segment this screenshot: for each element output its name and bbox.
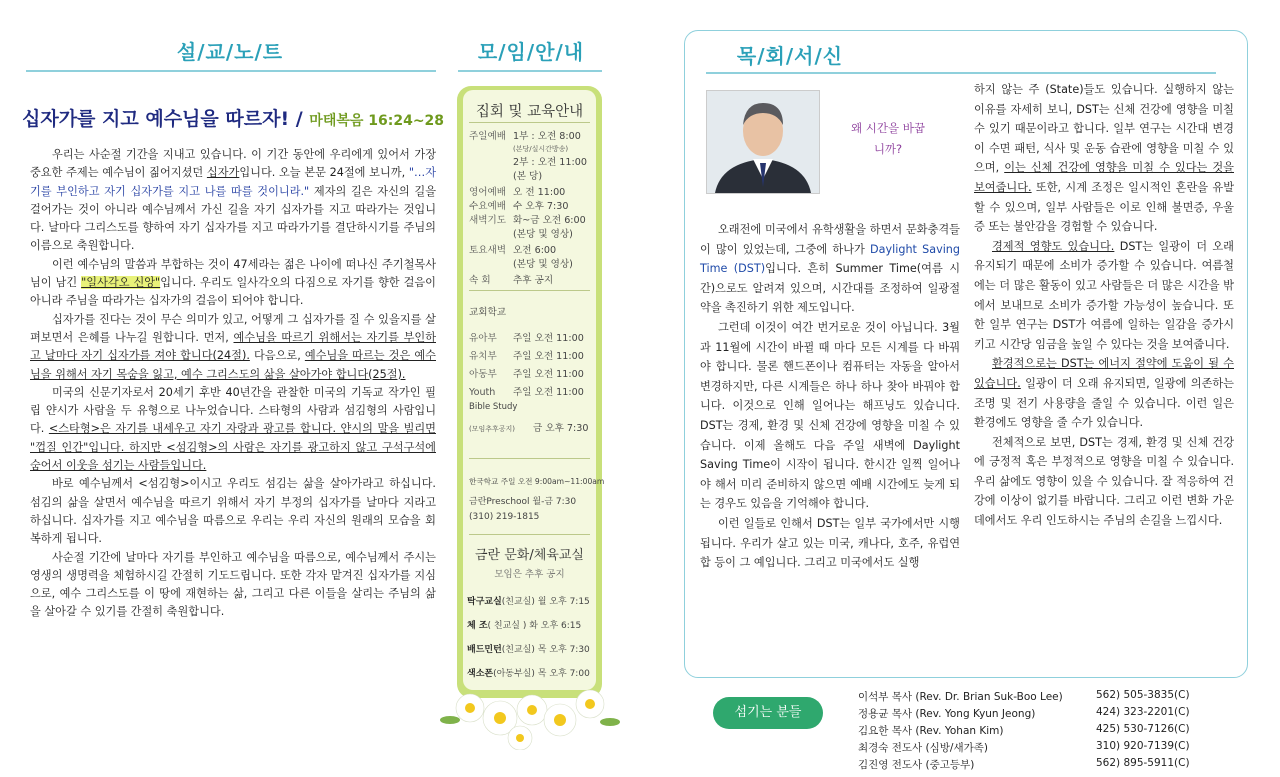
pastor-paragraph: 전체적으로 보면, DST는 경제, 환경 및 신체 건강에 긍정적 혹은 부정적으로 영향을 미칠 수 있습니다. 우리 삶에도 영향이 있을 수 있습니다. 잘 적응하여 건강에 이상이 없기를 바랍니다. 그리고 이런 변화 가운데에서도 우리 인도하시는 주님의 손길을 느낍시다. bbox=[974, 435, 1234, 528]
culture-title: 금란 문화/체육교실 bbox=[475, 548, 584, 563]
pastor-text: 하지 않는 주 (State)들도 있습니다. 실행하지 않는 이유를 자세히 보니, DST는 신체 건강에 영향을 미칠 수 있기 때문이라고 합니다. 일부 연구는 시간대 변경이 수면 패턴, 식사 및 운동 습관에 영향을 미칠 수 있으며, bbox=[974, 83, 1234, 175]
school-value: 주일 오전 11:00 bbox=[513, 333, 584, 344]
schedule-value: (본당 및 영상) bbox=[513, 259, 573, 270]
bible-study-note: (모임추후공지) bbox=[469, 425, 516, 433]
sermon-body bbox=[30, 146, 436, 622]
school-label: Youth bbox=[469, 387, 496, 398]
schedule-label: 수요예배 bbox=[469, 201, 507, 212]
schedule-value: (본 당) bbox=[513, 171, 543, 182]
schedule-value: 2부 : 오전 11:00 bbox=[513, 157, 587, 168]
schedule-divider bbox=[469, 458, 590, 459]
class-row bbox=[467, 594, 590, 607]
schedule-value: 추후 공지 bbox=[513, 275, 554, 286]
class-name: 색소폰 bbox=[467, 669, 494, 679]
sermon-paragraph bbox=[30, 384, 436, 475]
sermon-text: 이런 예수님의 말씀과 부합하는 것이 47세라는 젊은 나이에 떠나신 주기철목사님이 남긴 bbox=[30, 257, 436, 290]
sermon-reference: 마태복음 16:24~28 bbox=[309, 113, 445, 129]
schedule-value: (본당 및 영상) bbox=[513, 229, 573, 240]
bible-study-row bbox=[469, 420, 588, 434]
gathering-section-title: 모/임/안/내 bbox=[477, 40, 585, 64]
sermon-text: 우리는 사순절 기간을 지내고 있습니다. 이 기간 동안에 우리에게 있어서 가장 중요한 주제는 예수님이 짊어지셨던 bbox=[30, 148, 436, 180]
gathering-section-rule bbox=[458, 70, 602, 72]
class-dept: (친교실) bbox=[501, 597, 535, 607]
sermon-paragraph: 바로 예수님께서 <섬김형>이시고 우리도 섬김는 삶을 살아가라고 하십니다. 섬김의 삶을 살면서 예수님을 따르기 위해서 자기 부정의 십자가를 날마다 지라고 하십니다. 십자가를 지고 예수님을 따름으로 우리는 우리 자신의 원래의 모습을 회복하게 됩니다. bbox=[30, 477, 436, 546]
class-name: 탁구교실 bbox=[467, 597, 502, 607]
sermon-text: 다음으로, bbox=[249, 349, 305, 363]
korean-school: 한국학교 주일 오전 9:00am~11:00am bbox=[469, 477, 605, 486]
class-time: 목 오후 7:00 bbox=[537, 669, 590, 679]
schedule-divider bbox=[469, 122, 590, 123]
staff-member-phone: 425) 530-7126(C) bbox=[1096, 723, 1190, 735]
daisy-flowers-decoration bbox=[440, 680, 620, 750]
sermon-scripture-quote: "…자기를 부인하고 자기 십자가를 지고 나를 따를 것이니라." bbox=[30, 166, 436, 198]
class-time: 화 오후 6:15 bbox=[529, 621, 582, 631]
sermon-text: 제자의 길은 자신의 길을 걸어가는 것이 아니라 예수님께서 가신 길을 자기 십자가를 지고 따라가는 것입니다. 날마다 그리스도를 향하여 자기 십자가를 지고 따라가기를 결단하시기를 주님의 이름으로 축원합니다. bbox=[30, 184, 437, 253]
schedule-value: 1부 : 오전 8:00 bbox=[513, 131, 581, 142]
schedule-row bbox=[469, 168, 542, 182]
staff-member-name: 최경숙 전도사 (심방/새가족) bbox=[858, 742, 988, 754]
class-row bbox=[467, 642, 590, 655]
schedule-row bbox=[469, 212, 586, 226]
schedule-panel bbox=[457, 86, 605, 698]
pastor-text: 오래전에 미국에서 유학생활을 하면서 문화충격들이 많이 있었는데, 그중에 하나가 bbox=[700, 223, 960, 256]
pastor-letter-tagline: 왜 시간을 바꿉니까? bbox=[851, 121, 925, 156]
schedule-label: 새벽기도 bbox=[469, 215, 507, 226]
school-value: 주일 오전 11:00 bbox=[513, 351, 584, 362]
bible-study-label: Bible Study bbox=[469, 402, 518, 412]
class-row bbox=[467, 618, 581, 631]
class-name: 배드민턴 bbox=[467, 645, 502, 655]
schedule-row bbox=[469, 154, 587, 168]
pastor-paragraph bbox=[974, 354, 1234, 432]
school-label: 유치부 bbox=[469, 351, 497, 362]
culture-note: 모임은 추후 공지 bbox=[494, 569, 565, 580]
class-name: 체 조 bbox=[467, 621, 488, 631]
pastor-paragraph bbox=[974, 237, 1234, 355]
schedule-value: 수 오후 7:30 bbox=[513, 201, 569, 212]
class-dept: ( 친교실 ) bbox=[487, 621, 527, 631]
schedule-label: 토요새벽 bbox=[469, 245, 507, 256]
schedule-row bbox=[469, 128, 581, 142]
pastor-letter-column-1 bbox=[700, 220, 960, 573]
pastor-paragraph: 그런데 이것이 여간 번거로운 것이 아닙니다. 3월과 11월에 시간이 바뀔 때 마다 모든 시계를 다 바꿔야 합니다. 물론 핸드폰이나 컴퓨터는 자동을 알아서 변경하지만, 다른 시계들은 하나 하나 찾아 바꿔야 합니다. 이것으로 인해 일어나는 해프닝도 있습니다. DST는 경제, 환경 및 신체 건강에 영향을 미칠 수 있습니다. 이제 올해도 다음 주일 새벽에 Daylight Saving Time이 시작이 됩니다. 한시간 일찍 일어나야 해서 미리 준비하지 않으면 예배 시간에도 늦게 되는 경우도 있음을 기억해야 합니다. bbox=[700, 320, 960, 511]
sermon-paragraph bbox=[30, 256, 436, 311]
schedule-row bbox=[469, 256, 573, 270]
pastor-photo bbox=[706, 90, 820, 194]
pastor-text: DST는 일광이 더 오래 유지되기 때문에 소비가 증가할 수 있습니다. 여름철에는 더 많은 활동이 있고 사람들은 더 많은 시간을 밖에서 보내므로 소비가 증가할 가능성이 높습니다. 또한 일부 연구는 DST가 여름에 일하는 일감을 증가시키고 시간당 임금을 높일 수 있다는 것을 보여줍니다. bbox=[974, 239, 1234, 351]
schedule-value: (본당/실시간방송) bbox=[513, 145, 569, 153]
staff-member-phone: 310) 920-7139(C) bbox=[1096, 740, 1190, 752]
pastor-paragraph: 이런 일들로 인해서 DST는 일부 국가에서만 시행됩니다. 우리가 살고 있는 미국, 캐나다, 호주, 유럽연합 등이 그 예입니다. 그리고 미국에서도 실행 bbox=[700, 516, 960, 570]
pastor-text-underlined: 환경적으로는 DST는 에너지 절약에 도움이 될 수 있습니다. bbox=[974, 357, 1234, 390]
sermon-text-underlined: 십자가 bbox=[206, 166, 240, 180]
sermon-paragraph: 사순절 기간에 날마다 자기를 부인하고 예수님을 따름으로, 예수님께서 주시는 영생의 생명력을 체험하시길 간절히 기도드립니다. 또한 각자 맡겨진 십자가를 지심으로, 예수 그리스도를 이 땅에 재현하는 삶, 그리고 다른 이들을 살리는 주님의 삶을 살아갈 수 있기를 간절히 축원합니다. bbox=[30, 550, 436, 619]
pastor-paragraph bbox=[700, 220, 960, 318]
school-value: 주일 오전 11:00 bbox=[513, 387, 584, 398]
schedule-row bbox=[469, 242, 556, 256]
sermon-text: 입니다. 오늘 본문 24절에 보니까, bbox=[239, 166, 409, 180]
schedule-divider bbox=[469, 290, 590, 291]
school-label: 유아부 bbox=[469, 333, 497, 344]
staff-member-name: 김요한 목사 (Rev. Yohan Kim) bbox=[858, 725, 1004, 737]
staff-member-name: 이석부 목사 (Rev. Dr. Brian Suk-Boo Lee) bbox=[858, 691, 1063, 703]
contact-phone: (310) 219-1815 bbox=[469, 512, 540, 522]
sermon-text-underlined: <스타형>은 자기를 내세우고 자기 자랑과 광고를 합니다. 얀시의 말을 빌리면 "껍질 인간"입니다. 하지만 <섬김형>의 사람은 자기를 광고하지 않고 구석구석에 숨어서 이웃을 섬기는 사람들입니다. bbox=[30, 422, 436, 473]
pastor-text: 또한, 시계 조정은 일시적인 혼란을 유발할 수 있으며, 일부 사람들은 이로 인해 불면증, 우울증 또는 불안감을 경험할 수 있습니다. bbox=[974, 180, 1234, 234]
sermon-heading bbox=[22, 104, 452, 131]
pastor-text: 일광이 더 오래 유지되면, 일광에 의존하는 조명 및 전기 사용량을 줄일 수 있습니다. 이런 일은 환경에도 영향을 줄 수가 있습니다. bbox=[974, 376, 1234, 430]
pastor-section-title: 목/회/서/신 bbox=[736, 44, 844, 68]
sermon-text-underlined: 예수님을 따르기 위해서는 자기를 부인하고 날마다 자기 십자가를 져야 합니다(24절). bbox=[30, 330, 436, 363]
staff-member-name: 정용균 목사 (Rev. Yong Kyun Jeong) bbox=[858, 708, 1036, 720]
class-time: 월 오후 7:15 bbox=[537, 597, 590, 607]
pastor-section-rule bbox=[706, 72, 1216, 74]
school-row bbox=[469, 330, 584, 344]
pastor-letter-column-2 bbox=[974, 80, 1234, 531]
pastor-text-underlined: 경제적 영향도 있습니다. bbox=[992, 239, 1115, 253]
schedule-row bbox=[469, 144, 568, 154]
sermon-text: 입니다. 우리도 일사각오의 다짐으로 자기를 향한 걸음이 아니라 주님을 따라가는 십자가의 걸음이 되어야 합니다. bbox=[30, 276, 436, 308]
schedule-value: 오 전 11:00 bbox=[513, 187, 566, 198]
pastor-paragraph bbox=[974, 80, 1234, 237]
sermon-section-rule bbox=[26, 70, 436, 72]
sermon-slash: / bbox=[289, 108, 310, 130]
staff-member-phone: 562) 895-5911(C) bbox=[1096, 757, 1190, 769]
schedule-row bbox=[469, 198, 568, 212]
sermon-text-highlight: "일사각오 신앙" bbox=[81, 276, 161, 290]
schedule-row bbox=[469, 226, 573, 240]
staff-member-phone: 562) 505-3835(C) bbox=[1096, 689, 1190, 701]
sermon-section-title: 설/교/노/트 bbox=[176, 40, 284, 64]
school-row bbox=[469, 384, 584, 398]
pastor-text: 입니다. 흔히 Summer Time(여름 시간)으로도 알려져 있으며, 시간대를 조정하여 일광절약을 촉진하기 위한 제도입니다. bbox=[700, 262, 961, 315]
sermon-paragraph bbox=[30, 146, 436, 256]
schedule-panel-inner bbox=[463, 90, 605, 690]
schedule-title: 집회 및 교육안내 bbox=[475, 104, 584, 120]
schedule-row bbox=[469, 272, 553, 286]
sermon-text: 십자가를 진다는 것이 무슨 의미가 있고, 어떻게 그 십자가를 질 수 있을지를 살펴보면서 은혜를 나누길 원합니다. 먼저, bbox=[30, 312, 436, 344]
schedule-divider bbox=[469, 534, 590, 535]
schedule-label: 주일예배 bbox=[469, 131, 507, 142]
class-row bbox=[467, 666, 590, 679]
school-title: 교회학교 bbox=[469, 307, 507, 318]
sermon-text: 미국의 신문기자로서 20세기 후반 40년간을 관찰한 미국의 기독교 작가인 필립 얀시가 사람을 두 유형으로 나누었습니다. 스타형의 사람과 섬김형의 사람입니다. bbox=[30, 385, 436, 436]
bible-study-time: 금 오후 7:30 bbox=[533, 423, 589, 434]
schedule-row bbox=[469, 184, 565, 198]
schedule-label: 속 회 bbox=[469, 275, 491, 286]
school-label: 아동부 bbox=[469, 369, 497, 380]
sermon-text-underlined: 예수님을 따르는 것은 예수님을 위해서 자기 목숨을 잃고, 예수 그리스도의 삶을 살아가야 합니다(25절). bbox=[30, 349, 436, 381]
pastor-text-emphasis: Daylight Saving Time (DST) bbox=[700, 242, 960, 276]
sermon-paragraph bbox=[30, 311, 436, 384]
sermon-title: 십자가를 지고 예수님을 따르자! bbox=[22, 108, 290, 130]
school-row bbox=[469, 366, 584, 380]
staff-section-button: 섬기는 분들 bbox=[713, 697, 823, 729]
staff-member-name: 김진영 전도사 (중고등부) bbox=[858, 759, 975, 771]
schedule-label: 영어예배 bbox=[469, 187, 507, 198]
pastor-text-underlined: 이는 신체 건강에 영향을 미칠 수 있다는 것을 보여줍니다. bbox=[974, 161, 1234, 194]
schedule-value: 오전 6:00 bbox=[513, 245, 557, 256]
schedule-value: 화~금 오전 6:00 bbox=[513, 215, 586, 226]
school-value: 주일 오전 11:00 bbox=[513, 369, 584, 380]
class-dept: (친교실) bbox=[501, 645, 535, 655]
staff-member-phone: 424) 323-2201(C) bbox=[1096, 706, 1190, 718]
preschool: 금란Preschool 월-금 7:30 bbox=[469, 497, 577, 507]
class-time: 목 오후 7:30 bbox=[537, 645, 590, 655]
class-dept: (아동부실) bbox=[493, 669, 535, 679]
school-row bbox=[469, 348, 584, 362]
